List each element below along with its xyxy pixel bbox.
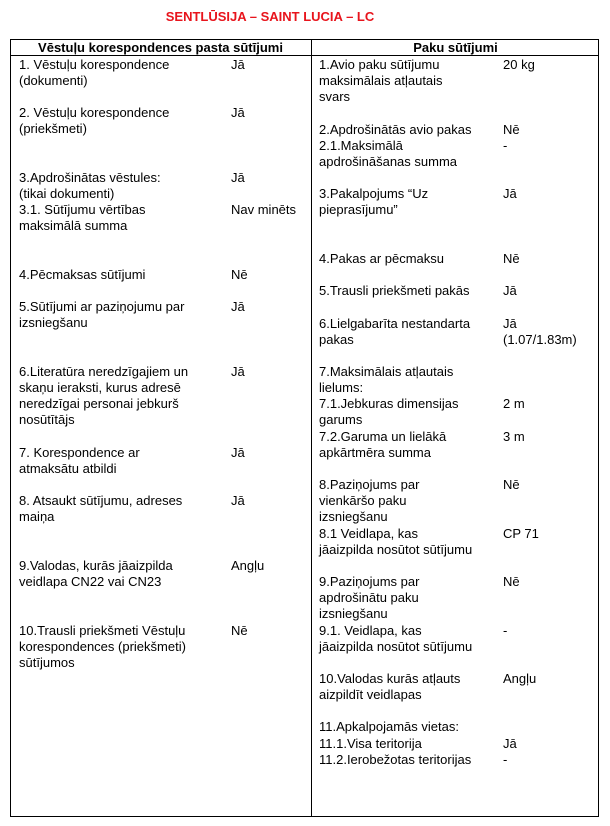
right-column-header: Paku sūtījumi bbox=[413, 40, 498, 55]
right-row-label: 11.2.Ierobežotas teritorijas bbox=[319, 752, 472, 767]
right-row-label: 2.1.Maksimālā apdrošināšanas summa bbox=[319, 138, 458, 169]
left-row-label: 10.Trausli priekšmeti Vēstuļu korespondences (priekšmeti) sūtījumos bbox=[19, 623, 186, 670]
table-frame bbox=[10, 39, 599, 817]
right-row-label: 8.1 Veidlapa, kas jāaizpilda nosūtot sūtījumu bbox=[319, 526, 473, 557]
right-row-value: Nē bbox=[503, 251, 520, 266]
left-row-value: Jā bbox=[231, 364, 245, 379]
left-row-value: Nē bbox=[231, 623, 248, 638]
page-title: SENTLŪSIJA – SAINT LUCIA – LC bbox=[165, 9, 375, 24]
right-row-value: Angļu bbox=[503, 671, 537, 686]
right-row-label: 7.1.Jebkuras dimensijas garums bbox=[319, 396, 459, 427]
right-row-value: 20 kg bbox=[503, 57, 535, 72]
right-row-value: 3 m bbox=[503, 429, 525, 444]
right-row-label: 8.Paziņojums par vienkāršo paku izsniegšanu bbox=[319, 477, 420, 524]
header-divider bbox=[10, 55, 599, 56]
right-row-value: - bbox=[503, 752, 508, 767]
left-row-value: Angļu bbox=[231, 558, 265, 573]
left-row-label: 1. Vēstuļu korespondence (dokumenti) bbox=[19, 57, 170, 88]
column-divider bbox=[311, 39, 312, 817]
left-row-label: 9.Valodas, kurās jāaizpilda veidlapa CN22 vai CN23 bbox=[19, 558, 173, 589]
right-row-label: 3.Pakalpojums “Uz pieprasījumu” bbox=[319, 186, 429, 217]
right-row-label: 1.Avio paku sūtījumu maksimālais atļautais svars bbox=[319, 57, 443, 104]
right-row-value: - bbox=[503, 138, 508, 153]
left-row-label: 8. Atsaukt sūtījumu, adreses maiņa bbox=[19, 493, 183, 524]
right-row-label: 4.Pakas ar pēcmaksu bbox=[319, 251, 445, 266]
right-row-label: 9.Paziņojums par apdrošinātu paku izsniegšanu bbox=[319, 574, 420, 621]
right-row-label: 6.Lielgabarīta nestandarta pakas bbox=[319, 316, 471, 347]
left-row-value: Nē bbox=[231, 267, 248, 282]
right-row-value: Jā (1.07/1.83m) bbox=[503, 316, 577, 347]
left-row-value: Jā bbox=[231, 445, 245, 460]
left-row-label: 5.Sūtījumi ar paziņojumu par izsniegšanu bbox=[19, 299, 185, 330]
right-row-label: 11.Apkalpojamās vietas: bbox=[319, 719, 459, 734]
right-row-label: 10.Valodas kurās atļauts aizpildīt veidlapas bbox=[319, 671, 461, 702]
left-row-label: 3.1. Sūtījumu vērtības maksimālā summa bbox=[19, 202, 146, 233]
right-row-value: CP 71 bbox=[503, 526, 539, 541]
left-row-value: Jā bbox=[231, 299, 245, 314]
right-row-value: Nē bbox=[503, 122, 520, 137]
right-row-value: 2 m bbox=[503, 396, 525, 411]
left-row-value: Jā bbox=[231, 493, 245, 508]
right-row-value: Jā bbox=[503, 736, 517, 751]
right-row-value: Nē bbox=[503, 477, 520, 492]
right-row-value: - bbox=[503, 623, 508, 638]
left-row-value: Jā bbox=[231, 170, 245, 185]
right-row-value: Jā bbox=[503, 186, 517, 201]
right-row-label: 2.Apdrošinātās avio pakas bbox=[319, 122, 472, 137]
right-row-value: Nē bbox=[503, 574, 520, 589]
left-column-header: Vēstuļu korespondences pasta sūtījumi bbox=[38, 40, 283, 55]
left-row-value: Jā bbox=[231, 57, 245, 72]
left-row-value: Jā bbox=[231, 105, 245, 120]
right-row-label: 7.Maksimālais atļautais lielums: bbox=[319, 364, 454, 395]
left-row-value: Nav minēts bbox=[231, 202, 297, 217]
left-row-label: 7. Korespondence ar atmaksātu atbildi bbox=[19, 445, 140, 476]
right-row-label: 9.1. Veidlapa, kas jāaizpilda nosūtot sūtījumu bbox=[319, 623, 473, 654]
left-row-label: 3.Apdrošinātas vēstules: (tikai dokumenti) bbox=[19, 170, 161, 201]
right-row-value: Jā bbox=[503, 283, 517, 298]
left-row-label: 2. Vēstuļu korespondence (priekšmeti) bbox=[19, 105, 170, 136]
left-row-label: 4.Pēcmaksas sūtījumi bbox=[19, 267, 146, 282]
left-row-label: 6.Literatūra neredzīgajiem un skaņu ieraksti, kurus adresē neredzīgai personai jebkurš nosūtītājs bbox=[19, 364, 189, 427]
right-row-label: 7.2.Garuma un lielākā apkārtmēra summa bbox=[319, 429, 447, 460]
right-row-label: 11.1.Visa teritorija bbox=[319, 736, 422, 751]
right-row-label: 5.Trausli priekšmeti pakās bbox=[319, 283, 470, 298]
